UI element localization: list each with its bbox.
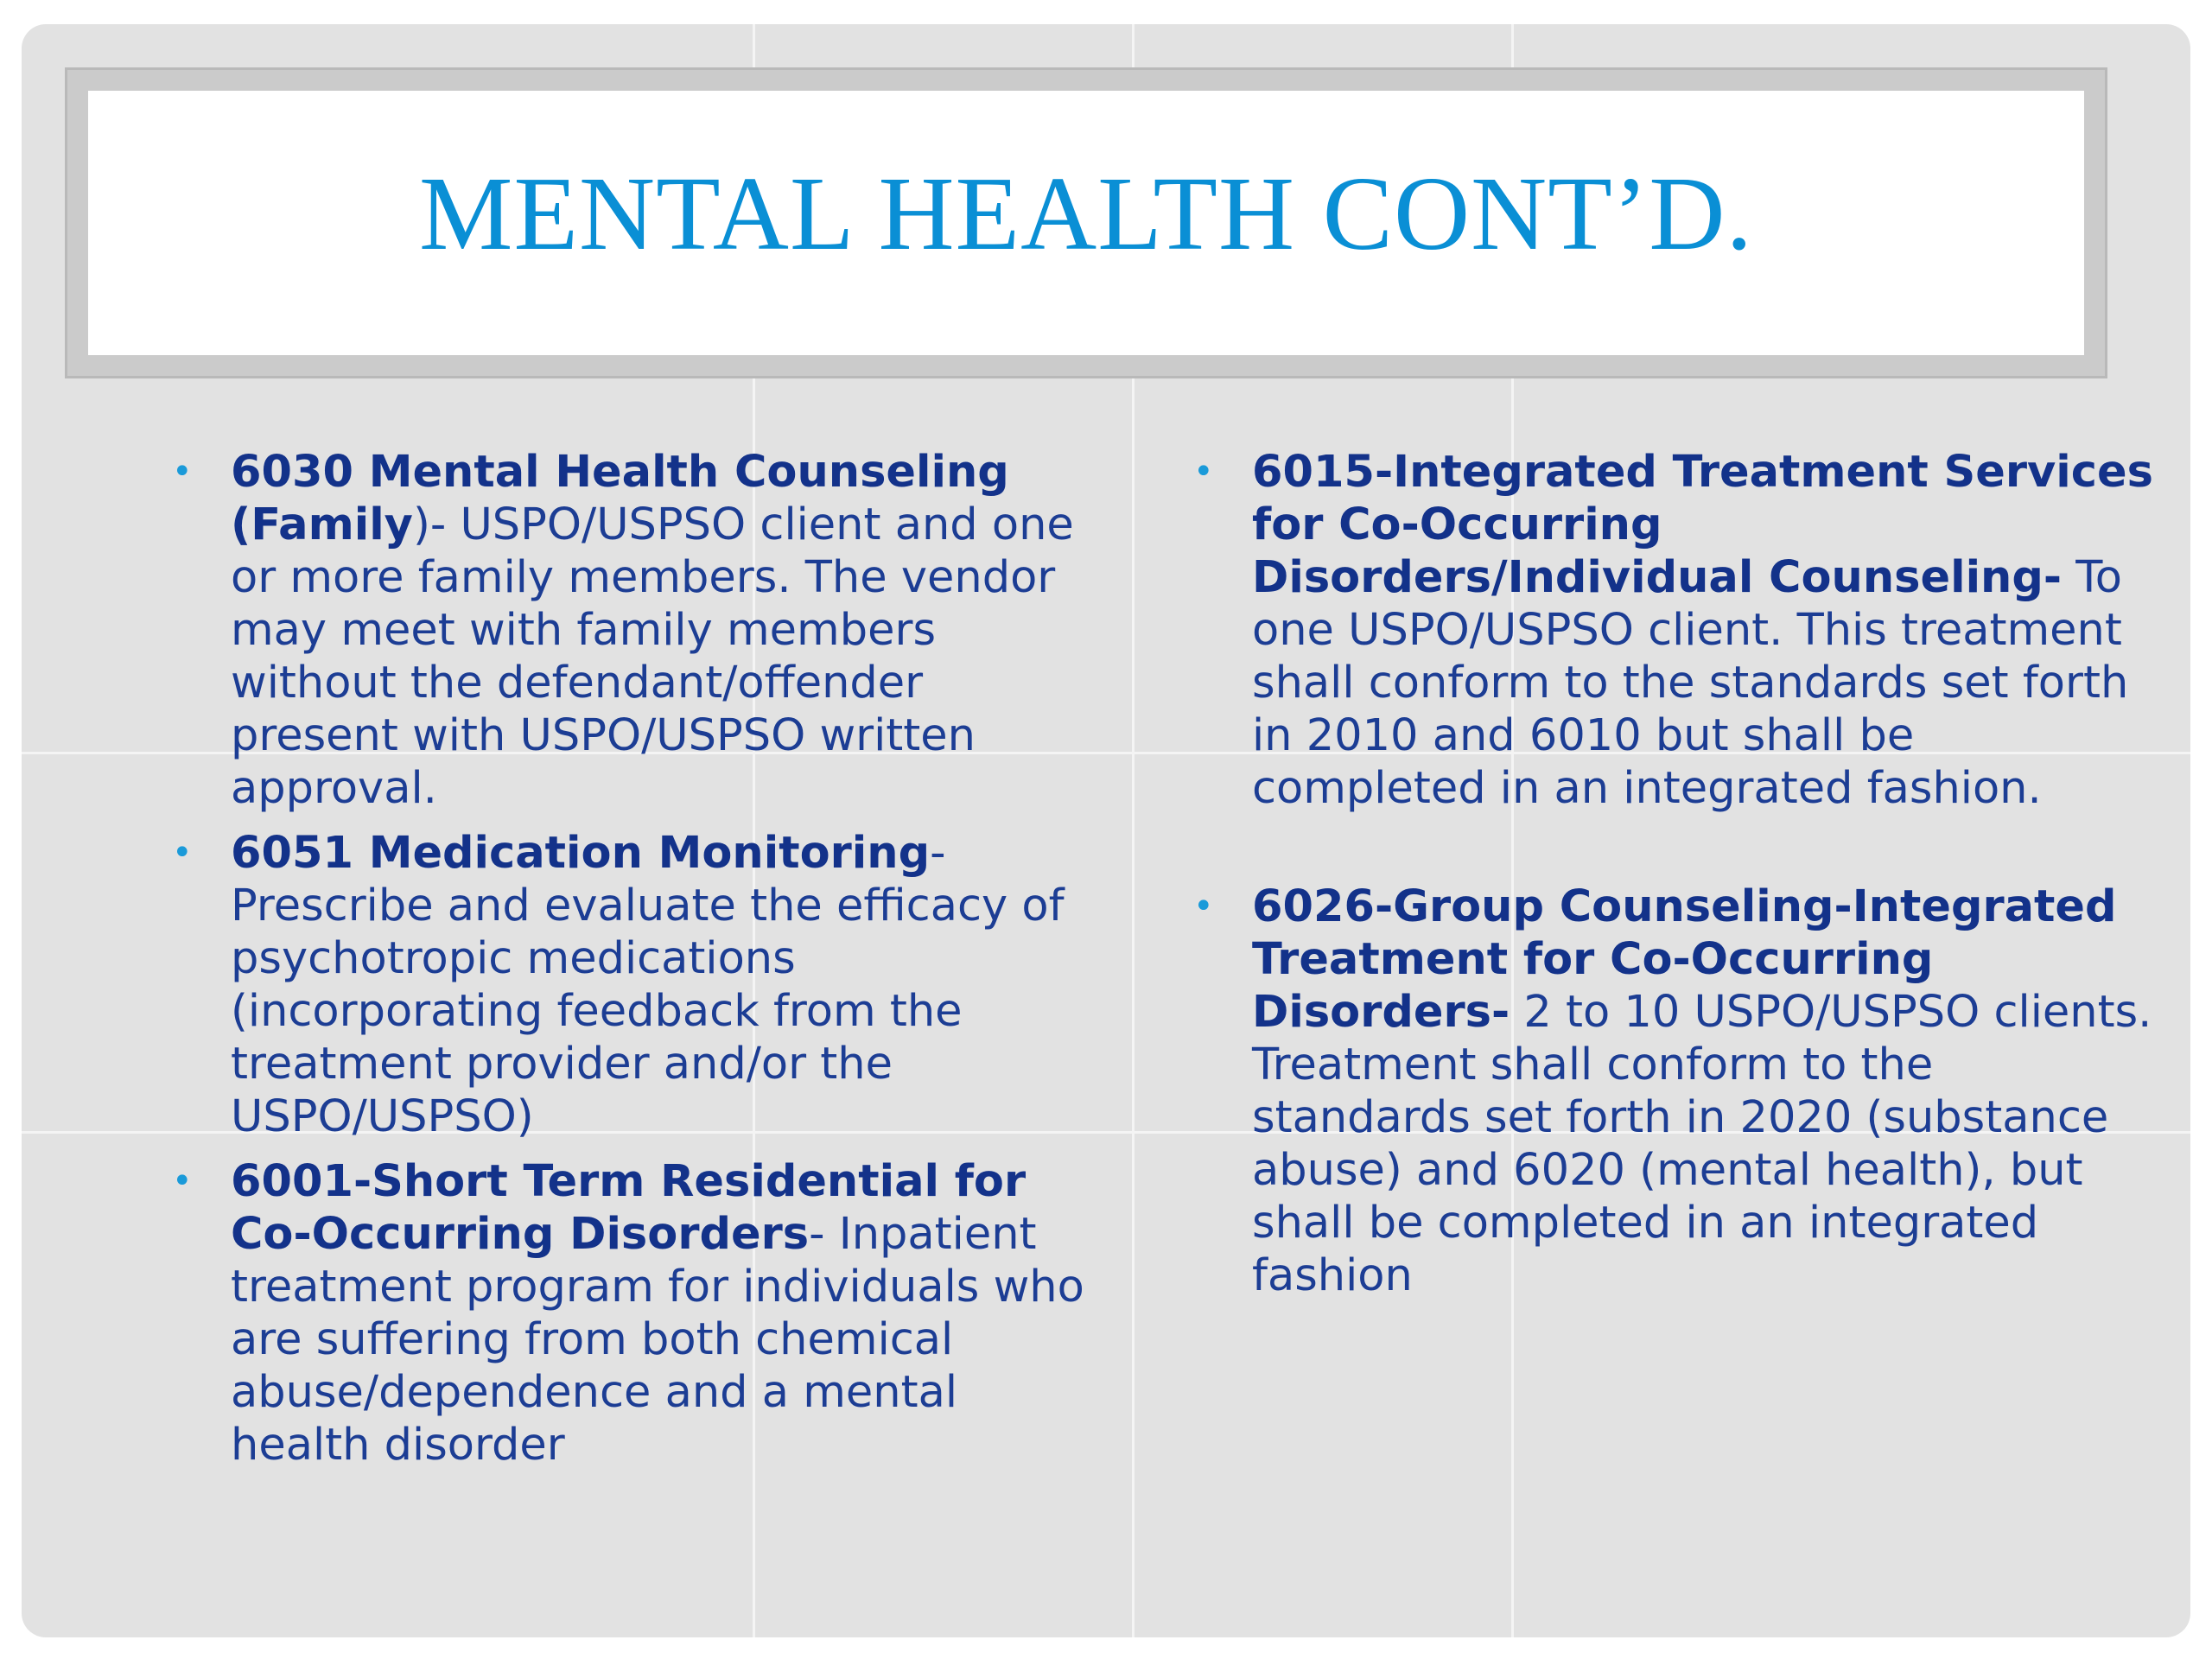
bullet-item-6051 bbox=[160, 827, 1102, 1143]
left-column bbox=[160, 446, 1102, 1471]
bullet-item-6026 bbox=[1181, 880, 2158, 1302]
bullet-item-6001 bbox=[160, 1155, 1102, 1471]
bullet-icon: • bbox=[172, 1161, 193, 1201]
bullet-icon: • bbox=[172, 833, 193, 873]
bullet-icon: • bbox=[1193, 887, 1214, 926]
bullet-text: )- USPO/USPSO client and one or more family members. The vendor may meet with family members without the defendant/offender present with USPO/USPSO written approval. bbox=[231, 499, 1074, 814]
bullet-icon: • bbox=[1193, 452, 1214, 492]
bullet-text: - Inpatient treatment program for individuals who are suffering from both chemical abuse/dependence and a mental health disorder bbox=[231, 1209, 1084, 1471]
bullet-heading: 6001-Short Term Residential for Co-Occurring Disorders bbox=[231, 1156, 1027, 1260]
bullet-heading: 6015-Integrated Treatment Services for Co-Occurring Disorders/Individual Counseling- bbox=[1252, 447, 2153, 603]
bullet-text: 2 to 10 USPO/USPSO clients. Treatment shall conform to the standards set forth in 2020 (substance abuse) and 6020 (mental health), but shall be completed in an integrated fashion bbox=[1252, 987, 2152, 1301]
right-column bbox=[1181, 446, 2158, 1302]
slide bbox=[22, 24, 2190, 1637]
bullet-item-6030 bbox=[160, 446, 1102, 815]
title-frame bbox=[65, 67, 2107, 378]
slide-title: MENTAL HEALTH CONT’D. bbox=[419, 156, 1753, 272]
bullet-text: To one USPO/USPSO client. This treatment shall conform to the standards set forth in 2010 and 6010 but shall be completed in an integrated fashion. bbox=[1252, 552, 2129, 814]
bullet-item-6015 bbox=[1181, 446, 2158, 815]
title-box bbox=[88, 91, 2084, 355]
bullet-icon: • bbox=[172, 452, 193, 492]
bullet-heading: 6026-Group Counseling-Integrated Treatment for Co-Occurring Disorders- bbox=[1252, 881, 2117, 1038]
bullet-text: - Prescribe and evaluate the efficacy of psychotropic medications (incorporating feedback from the treatment provider and/or the USPO/USPSO) bbox=[231, 828, 1065, 1142]
bullet-heading: 6051 Medication Monitoring bbox=[231, 828, 931, 879]
bullet-heading: 6030 Mental Health Counseling (Family bbox=[231, 447, 1009, 550]
